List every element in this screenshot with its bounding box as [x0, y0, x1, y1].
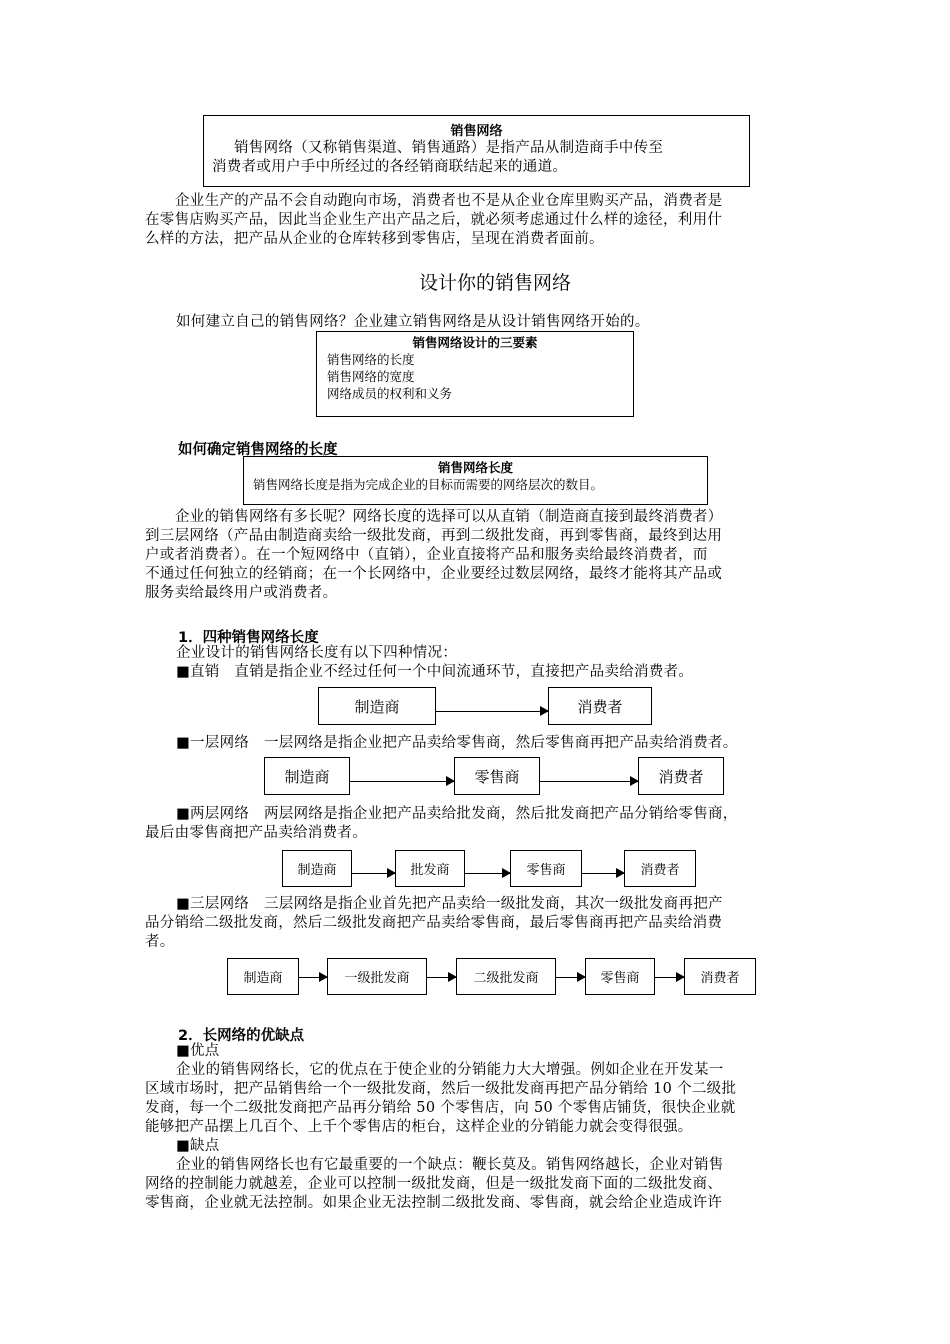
flow-arrow	[299, 977, 327, 978]
flow-node-manufacturer: 制造商	[318, 687, 436, 725]
flow-node-manufacturer: 制造商	[227, 958, 299, 995]
flow-arrow	[540, 781, 638, 782]
length-box-title: 销售网络长度	[437, 460, 513, 475]
paragraph-line: 企业生产的产品不会自动跑向市场，消费者也不是从企业仓库里购买产品，消费者是	[175, 193, 723, 209]
flow-node-retailer: 零售商	[510, 850, 582, 887]
flow-node-consumer: 消费者	[638, 757, 724, 795]
flow-node-manufacturer: 制造商	[282, 850, 352, 887]
definition-line: 销售网络（又称销售渠道、销售通路）是指产品从制造商手中传至	[234, 140, 664, 156]
paragraph-line: 区域市场时，把产品销售给一个一级批发商，然后一级批发商再把产品分销给 10 个二级批	[145, 1081, 737, 1097]
flow-node-consumer: 消费者	[684, 958, 756, 995]
flow-arrow	[556, 977, 585, 978]
paragraph-line: 企业的销售网络有多长呢？网络长度的选择可以从直销（制造商直接到最终消费者）	[175, 509, 723, 525]
elements-title: 销售网络设计的三要素	[412, 335, 538, 350]
flow-node-second-wholesaler: 二级批发商	[456, 958, 556, 995]
element-item: 销售网络的长度	[327, 352, 415, 367]
paragraph-line: 么样的方法，把产品从企业的仓库转移到零售店，呈现在消费者面前。	[145, 231, 604, 247]
paragraph-line: ■三层网络 三层网络是指企业首先把产品卖给一级批发商，其次一级批发商再把产	[176, 896, 723, 912]
elements-box	[316, 331, 634, 417]
paragraph-line: 企业的销售网络长也有它最重要的一个缺点：鞭长莫及。销售网络越长，企业对销售	[176, 1157, 724, 1173]
flow-arrow	[350, 781, 454, 782]
length-paragraph	[145, 508, 825, 603]
definition-box	[203, 115, 750, 187]
paragraph-line: 在零售店购买产品，因此当企业生产出产品之后，就必须考虑通过什么样的途径，利用什	[145, 212, 723, 228]
paragraph-line: 发商，每一个二级批发商把产品再分销给 50 个零售店，向 50 个零售店铺货，很快企业就	[145, 1100, 736, 1116]
pros-cons-heading: 2．长网络的优缺点	[178, 1028, 305, 1044]
flow-arrow	[427, 977, 456, 978]
paragraph-line: 到三层网络（产品由制造商卖给一级批发商，再到二级批发商，再到零售商，最终到达用	[145, 528, 723, 544]
intro-paragraph	[145, 192, 825, 249]
flow-node-consumer: 消费者	[624, 850, 696, 887]
direct-text: ■直销 直销是指企业不经过任何一个中间流通环节，直接把产品卖给消费者。	[176, 664, 694, 680]
flow-node-consumer: 消费者	[548, 687, 652, 725]
one-level-text: ■一层网络 一层网络是指企业把产品卖给零售商，然后零售商再把产品卖给消费者。	[176, 735, 738, 751]
paragraph-line: 服务卖给最终用户或消费者。	[145, 585, 338, 601]
flow-node-wholesaler: 批发商	[395, 850, 465, 887]
cons-label: ■缺点	[176, 1138, 220, 1154]
flow-node-first-wholesaler: 一级批发商	[327, 958, 427, 995]
paragraph-line: ■两层网络 两层网络是指企业把产品卖给批发商，然后批发商把产品分销给零售商，	[176, 806, 738, 822]
length-box-text: 销售网络长度是指为完成企业的目标而需要的网络层次的数目。	[253, 477, 604, 492]
flow-arrow	[436, 711, 548, 712]
section-title: 设计你的销售网络	[418, 272, 571, 294]
paragraph-line: 品分销给二级批发商，然后二级批发商把产品卖给零售商，最后零售商再把产品卖给消费	[145, 915, 723, 931]
flow-arrow	[465, 873, 510, 874]
flow-arrow	[352, 873, 395, 874]
question-line: 如何建立自己的销售网络？企业建立销售网络是从设计销售网络开始的。	[176, 314, 650, 330]
pros-label: ■优点	[176, 1043, 220, 1059]
paragraph-line: 户或者消费者）。在一个短网络中（直销），企业直接将产品和服务卖给最终消费者，而	[145, 547, 708, 563]
paragraph-line: 零售商，企业就无法控制。如果企业无法控制二级批发商、零售商，就会给企业造成许许	[145, 1195, 723, 1211]
length-heading: 如何确定销售网络的长度	[178, 442, 338, 458]
flow-node-manufacturer: 制造商	[264, 757, 350, 795]
paragraph-line: 企业的销售网络长，它的优点在于使企业的分销能力大大增强。例如企业在开发某一	[176, 1062, 724, 1078]
flow-arrow	[582, 873, 624, 874]
flow-node-retailer: 零售商	[454, 757, 540, 795]
paragraph-line: 最后由零售商把产品卖给消费者。	[145, 825, 367, 841]
definition-title: 销售网络	[450, 124, 503, 139]
element-item: 网络成员的权利和义务	[327, 386, 453, 401]
four-types-intro: 企业设计的销售网络长度有以下四种情况：	[176, 645, 458, 661]
three-level-text	[145, 895, 835, 952]
flow-node-retailer: 零售商	[585, 958, 655, 995]
cons-paragraph	[145, 1156, 835, 1213]
paragraph-line: 不通过任何独立的经销商；在一个长网络中，企业要经过数层网络，最终才能将其产品或	[145, 566, 723, 582]
two-level-text	[145, 805, 835, 843]
pros-paragraph	[145, 1061, 835, 1137]
four-types-heading: 1．四种销售网络长度	[178, 630, 319, 646]
definition-line: 消费者或用户手中所经过的各经销商联结起来的通道。	[212, 159, 568, 175]
length-box	[243, 456, 708, 505]
element-item: 销售网络的宽度	[327, 369, 415, 384]
paragraph-line: 者。	[145, 934, 175, 950]
flow-arrow	[655, 977, 684, 978]
paragraph-line: 能够把产品摆上几百个、上千个零售店的柜台，这样企业的分销能力就会变得很强。	[145, 1119, 693, 1135]
paragraph-line: 网络的控制能力就越差，企业可以控制一级批发商，但是一级批发商下面的二级批发商、	[145, 1176, 723, 1192]
